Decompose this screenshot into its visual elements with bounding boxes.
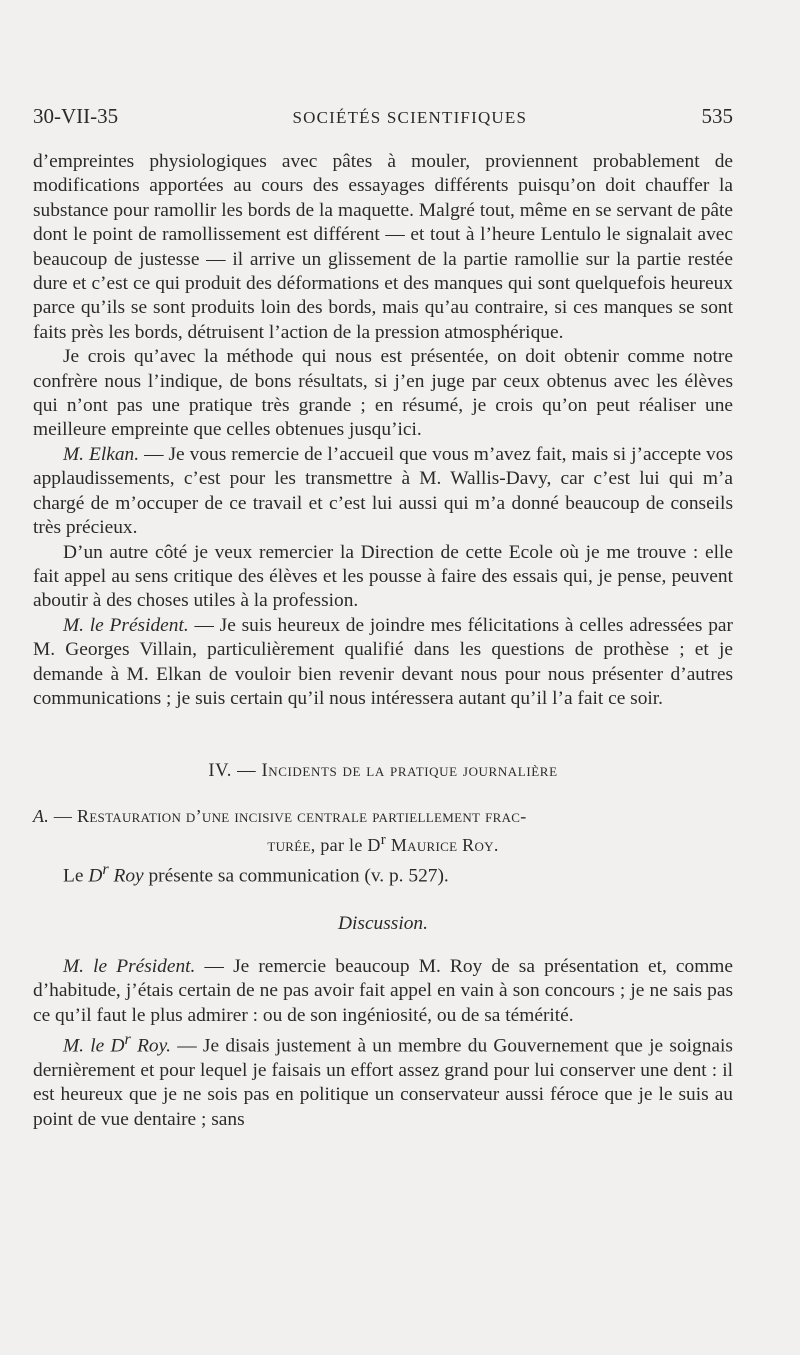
paragraph-7-text: — Je disais justement à un membre du Gouvernement que je soignais dernièrement et pour lequel je faisais un effort assez grand pour lui conserver une dent : il est heureux que je ne sois pas en politique un conservateur aussi féroce que je le suis au point de vue dentaire ; sans [33,1035,733,1130]
subsection-title-2: turée, [267,835,316,856]
subsection-author: Maurice Roy. [386,835,499,856]
subsection-letter: A. [33,805,50,826]
page-number: 535 [701,104,733,128]
paragraph-3-text: — Je vous remercie de l’accueil que vous m’avez fait, mais si j’accepte vos applaudissements, c’est pour les transmettre à M. Wallis-Davy, car c’est lui qui m’a chargé de m’occuper de ce travail et c’est lui aussi qui m’a donné beaucoup de conseils très précieux. [33,443,733,539]
subsection-sup: r [380,832,387,849]
header-title: SOCIÉTÉS SCIENTIFIQUES [292,108,528,127]
discussion-heading: Discussion. [338,913,428,935]
speaker-roy-sup: r [124,1031,131,1049]
section-number: IV. — [208,761,262,782]
speaker-roy-a: M. le D [63,1035,125,1057]
subsection-dash: — [49,805,78,826]
presentation-sup: r [102,860,109,878]
presentation-dr: D [88,865,103,887]
paragraph-3 [33,443,733,541]
presentation-le: Le [63,865,89,887]
paragraph-4: D’un autre côté je veux remercier la Direction de cette Ecole où je me trouve : elle fait appel au sens critique des élèves et les pousse à faire des essais qui, je pense, peuvent aboutir à des choses utiles à la profession. [33,541,733,612]
subsection-line-2 [33,828,733,857]
speaker-elkan: M. Elkan. [63,443,140,465]
presentation-name: Roy [108,865,144,887]
paragraph-6 [33,955,733,1028]
paragraph-6-text: — Je remercie beaucoup M. Roy de sa présentation et, comme d’habitude, j’étais certain de ne pas avoir fait appel en vain à son concours ; je ne sais pas ce qu’il faut le plus admirer : ou de son ingéniosité, ou de sa témérité. [33,955,733,1026]
paragraph-7 [33,1028,733,1132]
paragraph-5 [33,614,733,712]
speaker-president-2: M. le Président. [63,955,196,977]
subsection-line-1 [33,804,733,828]
paragraph-2: Je crois qu’avec la méthode qui nous est présentée, on doit obtenir comme notre confrère nous l’indique, de bons résultats, si j’en juge par ceux obtenus avec les élèves qui n’ont pas une pratique très grande ; en résumé, je crois qu’on peut réaliser une meilleure empreinte que celles obtenues jusqu’ici. [33,346,733,441]
presentation-line [33,858,733,889]
paragraph-1: d’empreintes physiologiques avec pâtes à mouler, proviennent probablement de modifications apportées au cours des essayages différents puisqu’on doit chauffer la substance pour ramollir les bords de la maquette. Malgré tout, même en se servant de pâte dont le point de ramollissement est différent — et tout à l’heure Lentulo le signalait avec beaucoup de justesse — il arrive un glissement de la partie ramollie sur la partie restée dure et c’est ce qui produit des déformations et des manques qui sont quelquefois heureux parce qu’ils se sont produits loin des bords, mais qu’au contraire, si ces manques se sont faits près les bords, détruisent l’action de la pression atmosphérique. [33,151,733,343]
subsection-title-1: Restauration d’une incisive centrale partiellement frac- [77,805,527,826]
speaker-roy-b: Roy. [130,1035,172,1057]
subsection-heading [33,804,733,858]
presentation-text: présente sa communication (v. p. 527). [143,865,449,887]
page-body [33,150,733,1132]
paragraph-5-text: — Je suis heureux de joindre mes félicitations à celles adressées par M. Georges Villain, particulièrement qualifié dans les questions de prothèse ; et je demande à M. Elkan de vouloir bien revenir devant nous pour nous présenter d’autres communications ; je suis certain qu’il nous intéressera autant qu’il l’a fait ce soir. [33,614,733,709]
subsection-by: par le D [315,835,381,856]
section-title: Incidents de la pratique journalière [261,761,558,782]
running-header [33,104,733,134]
section-heading [33,759,733,783]
speaker-president: M. le Président. [63,614,189,636]
header-date: 30-VII-35 [33,104,119,128]
